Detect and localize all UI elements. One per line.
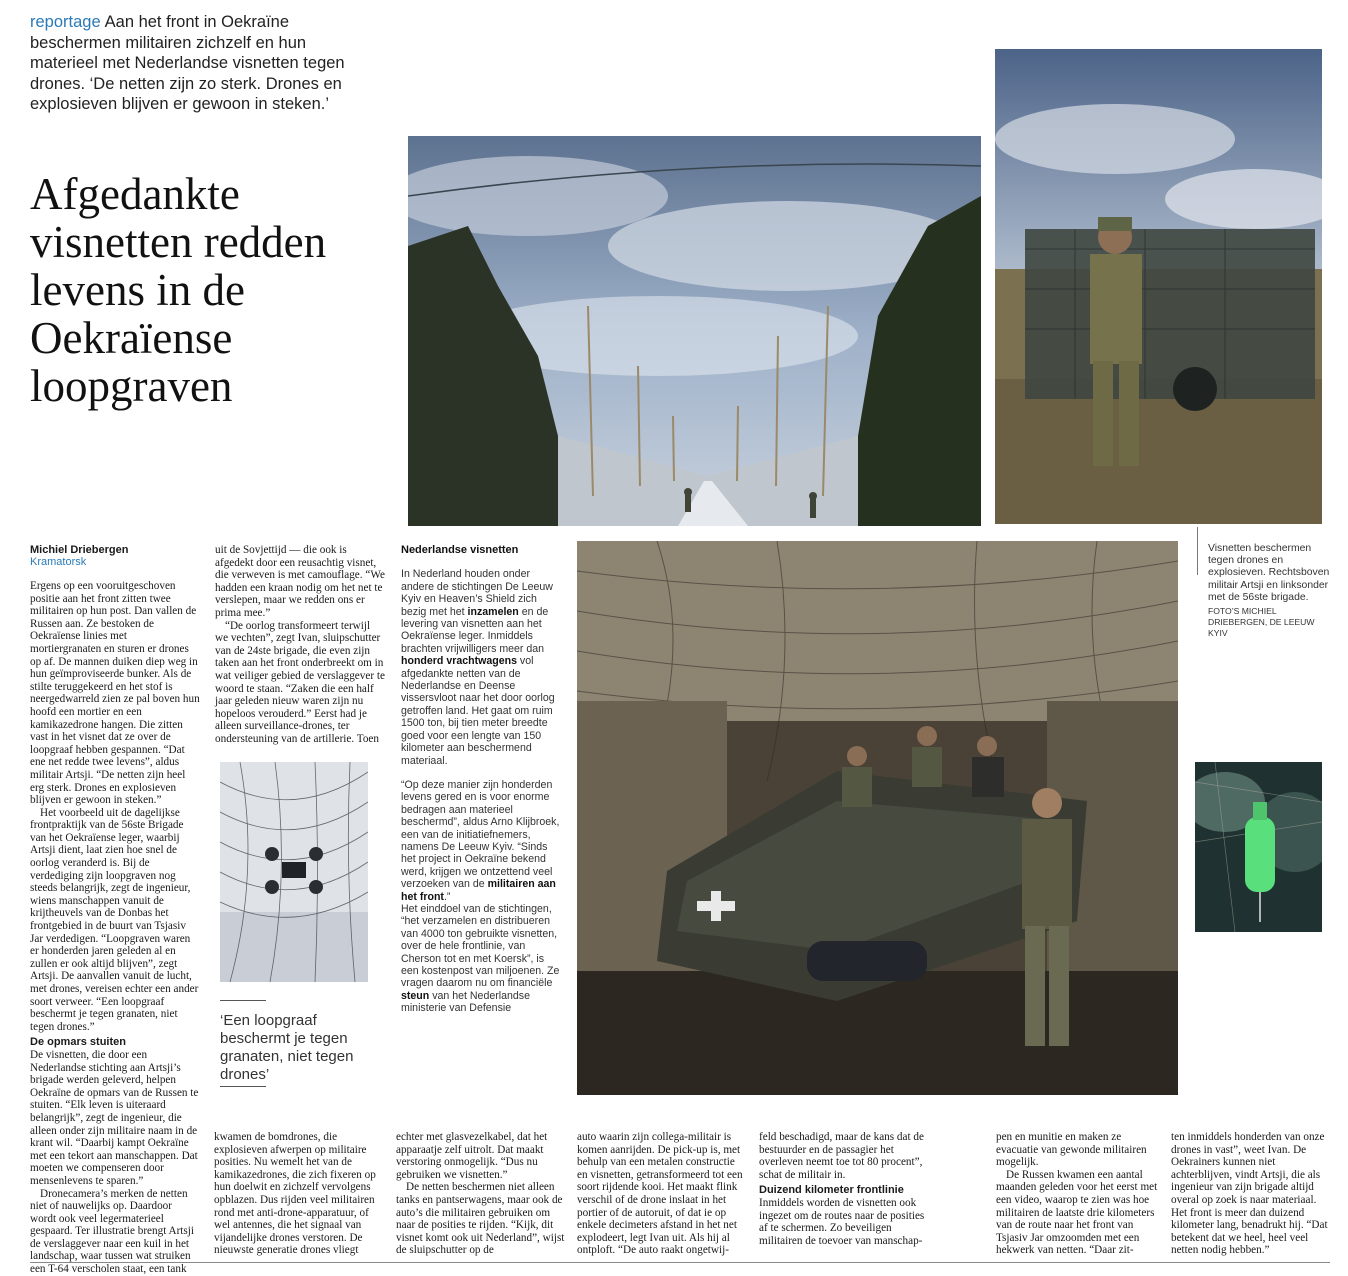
quote-rule-top <box>220 1000 266 1001</box>
drone-in-net-photo <box>220 762 368 982</box>
subheading: Duizend kilometer frontlinie <box>759 1184 904 1197</box>
bottom-column-3 <box>577 1131 747 1257</box>
kicker-text: Aan het front in Oekraïne beschermen militairen zichzelf en hun materieel met Nederlandse visnetten tegen drones. ‘De netten zijn zo sterk. Drones en explosieven blijven er gewoon in steken.’ <box>30 13 345 113</box>
paragraph: De visnetten, die door een Nederlandse stichting aan Artsji’s brigade werden geleverd, helpen Oekraïne de opmars van de Russen te stuiten. “Elk leven is uiteraard belangrijk”, zegt de ingenieur, die alleen onder zijn militaire naam in de krant wil. “Daarbij kampt Oekraïne met een tekort aan manschappen. Dat moeten we compenseren door mensenlevens te sparen.” <box>30 1048 199 1187</box>
author-name: Michiel Driebergen <box>30 544 129 556</box>
paragraph: Ergens op een vooruitgeschoven positie aan het front zitten twee militairen op hun post. Dan vallen de Russen aan. Ze bestoken de Oekraïense linies met mortiergranaten en sturen er drones op af. De mannen duiken diep weg in hun geïmproviseerde bunker. Als de stilte teruggekeerd en het stof is neergedwarreld zien ze pal boven hun hoofd een mortier en een kamikazedrone hangen. Die zitten vast in het visnet dat ze over de loopgraaf hebben gespannen. “Dat ene net redde twee levens”, aldus militair Artsji. “De netten zijn heel erg sterk. Drones en explosieven blijven er gewoon in steken.” <box>30 580 200 807</box>
pull-quote: ‘Een loopgraaf beschermt je tegen granaten, niet tegen drones’ <box>220 1012 354 1083</box>
subheading: De opmars stuiten <box>30 1036 126 1049</box>
article-column-2 <box>215 544 385 746</box>
bottom-column-5 <box>996 1131 1158 1257</box>
bottom-column-2 <box>396 1131 566 1257</box>
paragraph: uit de Sovjettijd — die ook is afgedekt door een reusachtig visnet, die verweven is met camouflage. “We hadden een kraan nodig om het net te verslepen, maar we redden ons er prima mee.” <box>215 544 385 619</box>
sidebar-paragraph <box>401 903 561 1015</box>
photo-credit: FOTO’S MICHIEL DRIEBERGEN, DE LEEUW KYIV <box>1208 606 1315 639</box>
article-column-1 <box>30 580 200 1276</box>
forest-road-nets-photo <box>408 136 981 526</box>
section-tag: reportage <box>30 13 101 31</box>
paragraph: De netten beschermen niet alleen tanks en pantserwagens, maar ook de auto’s die militairen gebruiken om naar de posities te rijden. “Kijk, dit visnet komt ook uit Nederland”, wijst de sluipschutter op de <box>396 1181 565 1257</box>
emphasis: inzamelen <box>467 605 519 618</box>
headline: Afgedankte visnetten redden levens in de Oekraïense loopgraven <box>30 169 327 411</box>
paragraph: echter met glasvezelkabel, dat het apparaatje zelf uitrolt. Dat maakt verstoring onmogelijk. “Dus nu gebruiken we visnetten.” <box>396 1131 548 1181</box>
paragraph: auto waarin zijn collega-militair is komen aanrijden. De pick-up is, met behulp van een metalen constructie en visnetten, getransformeerd tot een soort rijdende kooi. Het maakt flink verschil of de drone inslaat in het portier of de autoruit, of dat ie op enkele decimeters afstand in het net explodeert, legt Ivan uit. Als hij al ontploft. “De auto raakt ongetwij- <box>577 1131 743 1257</box>
page-bottom-rule <box>30 1262 1330 1263</box>
caption-text: Visnetten beschermen tegen drones en explosieven. Rechtsboven militair Artsji en linksonder met de 56ste brigade. <box>1208 543 1330 603</box>
paragraph: Dronecamera’s merken de netten niet of nauwelijks op. Daardoor wordt ook veel legermaterieel gespaard. Ter illustratie brengt Artsji de verslaggever naar een kuil in het landschap, waar tussen wat struiken een T-64 verscholen staat, een tank <box>30 1187 194 1276</box>
paragraph: Het voorbeeld uit de dagelijkse frontpraktijk van de 56ste Brigade van het Oekraïense leger, waarbij Artsji dient, laat zien hoe snel de oorlog veranderd is. Bij de verdediging zijn loopgraven nog steeds belangrijk, zegt de ingenieur, wiens manschappen vanuit de krijtheuvels van de Donbas het frontgebied in de buurt van Tsjasiv Jar verdedigen. “Loopgraven waren er honderden jaren geleden al en zullen er ook altijd blijven”, zegt Artsji. De aanvallen vanuit de lucht, met drones, vereisen echter een ander soort verweer. “Een loopgraaf beschermt je tegen granaten, niet tegen drones.” <box>30 806 199 1033</box>
bottom-column-4 <box>759 1131 929 1247</box>
photo-caption <box>1208 543 1332 639</box>
soldier-pickup-photo <box>995 49 1322 524</box>
text: vol afgedankte netten van de Nederlandse en Deense vissersvloot naar het door oorlog getroffen land. Het gaat om ruim 1500 ton, bij tien meter breedte goed voor een lengte van 150 kilometer aan beschermend materiaal. <box>401 655 555 767</box>
tank-under-net-photo <box>577 541 1178 1095</box>
paragraph: feld beschadigd, maar de kans dat de bestuurder en de passagier het overleven neemt toe tot 80 procent”, schat de militair in. <box>759 1131 924 1181</box>
emphasis: honderd vrachtwagens <box>401 655 517 668</box>
caption-leader <box>1197 527 1198 575</box>
quote-rule-bottom <box>220 1086 266 1087</box>
paragraph: “De oorlog transformeert terwijl we vechten”, zegt Ivan, sluipschutter van de 24ste brigade, die even zijn taken aan het front onderbreekt om in wat veiliger gebied de verslaggever te woord te staan. “Zaken die een half jaar geleden nieuw waren zijn nu hopeloos verouderd.” Eerst had je alleen surveillance-drones, ter ondersteuning van de artillerie. Toen <box>215 619 385 745</box>
text: “Op deze manier zijn honderden levens gered en is voor enorme bedragen aan materieel beschermd”, aldus Arno Klijbroek, een van de initiatiefnemers, namens De Leeuw Kyiv. “Sinds het project in Oekraïne bekend werd, krijgen we ontzettend veel verzoeken van de <box>401 778 560 891</box>
paragraph: Inmiddels worden de visnetten ook ingezet om de routes naar de posities af te schermen. Zo beveiligen militairen de toevoer van manschap- <box>759 1196 925 1247</box>
sidebar-title: Nederlandse visnetten <box>401 544 519 556</box>
text: en de levering van visnetten aan het Oekraïense leger. Inmiddels brachten vrijwilligers meer dan <box>401 605 549 655</box>
dateline-place: Kramatorsk <box>30 556 87 568</box>
text: Het einddoel van de stichtingen, “het verzamelen en distribueren van 4000 ton gebruikte visnetten, over de hele frontlinie, van Cherson tot en met Koersk”, is een kostenpost van miljoenen. Ze vragen daarom nu om financiële <box>401 902 560 990</box>
sidebar-paragraph <box>401 779 561 903</box>
paragraph: kwamen de bomdrones, die explosieven afwerpen op militaire posities. Nu wemelt het van de kamikazedrones, die zich fixeren op hun doelwit en zichzelf vervolgens opblazen. Dus rijden veel militairen rond met anti-drone-apparatuur, of wel antennes, die het signaal van vijandelijke drones verstoren. De nieuwste generatie drones vliegt <box>214 1131 376 1257</box>
sidebar-nederlandse-visnetten <box>401 544 561 1015</box>
text: In Nederland houden onder andere de stichtingen De Leeuw Kyiv en Heaven’s Shield zich bezig met het <box>401 568 553 618</box>
emphasis: steun <box>401 989 430 1002</box>
text: van het Nederlandse ministerie van Defensie <box>401 989 530 1015</box>
kicker <box>30 12 375 115</box>
paragraph: ten inmiddels honderden van onze drones in vast”, weet Ivan. De Oekrainers kunnen niet achterblijven, vindt Artsji, die als ingenieur van zijn brigade altijd overal op zoek is naar materiaal. Het front is meer dan duizend kilometer lang, benadrukt hij. “Dat betekent dat we heel, heel veel netten nodig hebben.” <box>1171 1131 1328 1257</box>
bottom-column-6 <box>1171 1131 1331 1257</box>
green-bottle-photo <box>1195 762 1322 932</box>
byline <box>30 544 200 568</box>
sidebar-paragraph <box>401 568 561 767</box>
paragraph: pen en munitie en maken ze evacuatie van gewonde militairen mogelijk. <box>996 1131 1147 1169</box>
paragraph: De Russen kwamen een aantal maanden geleden voor het eerst met een video, waarop te zien was hoe militairen de laatste drie kilometers van de route naar het front van Tsjasiv Jar omzoomden met een hekwerk van netten. “Daar zit- <box>996 1168 1158 1257</box>
bottom-column-1 <box>214 1131 386 1257</box>
text: .” <box>443 890 451 903</box>
emphasis: militairen aan het front <box>401 878 556 903</box>
